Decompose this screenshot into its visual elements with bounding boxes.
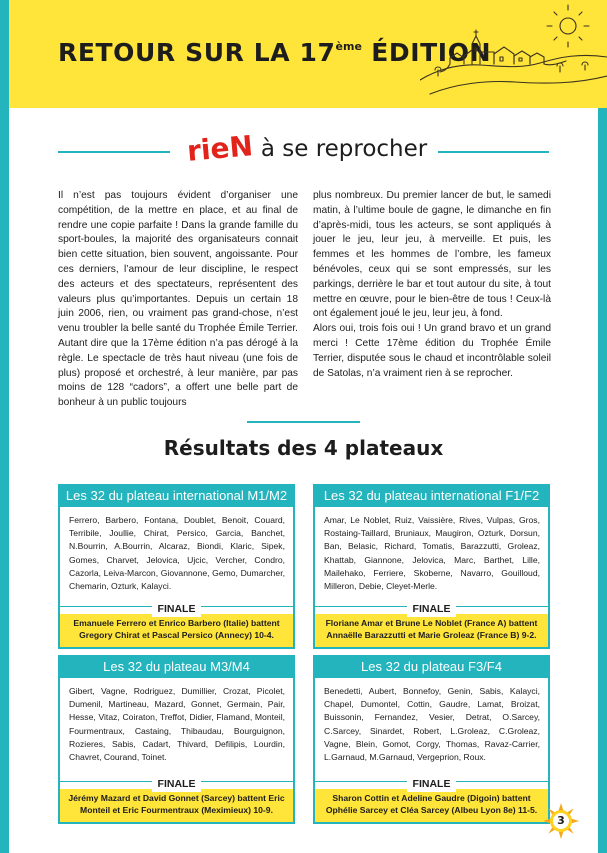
- side-accent-bar-left: [0, 108, 9, 853]
- header-banner: [0, 0, 607, 108]
- header-teal-stripe: [0, 0, 9, 108]
- results-title: Résultats des 4 plateaux: [163, 436, 444, 460]
- section-heading-text: [185, 129, 428, 168]
- page-title-end: ÉDITION: [361, 38, 492, 67]
- heading-accent-word: rieN: [185, 129, 255, 168]
- plateau-final: [313, 774, 550, 824]
- article-paragraph: Alors oui, trois fois oui ! Un grand bravo et un grand merci ! Cette 17ème édition du Trophée Émile Terrier, disputée sous le chaud et incontrôlable soleil de Satolas, n’a vraiment rien à se reprocher.: [313, 323, 551, 379]
- heading-rest: à se reprocher: [260, 136, 428, 162]
- page-badge: [543, 803, 579, 839]
- plateau-final: [313, 599, 550, 649]
- article-divider: [247, 421, 360, 423]
- plateau-card: [58, 484, 295, 649]
- page-number: 3: [557, 814, 565, 827]
- plateau-card: [58, 655, 295, 824]
- final-result: Sharon Cottin et Adeline Gaudre (Digoin) battent Ophélie Sarcey et Cléa Sarcey (Albeu Lyon 8e) 11-5.: [315, 789, 548, 822]
- plateau-title: Les 32 du plateau international F1/F2: [313, 484, 550, 507]
- page-title-main: RETOUR SUR LA 17: [58, 38, 336, 67]
- plateau-players: Benedetti, Aubert, Bonnefoy, Genin, Sabis, Kalayci, Chapel, Dumontel, Cottin, Gaudre, Lamat, Broizat, Buissonin, Fernandez, Vesier, Detrat, O.Sarcey, C.Sarcey, Sinardet, Robert, L.Groleaz, C.Groleaz, Vagne, Blein, Gomot, Corgy, Thomas, Ravaz-Carrier, L.Garnaud, M.Garnaud, Vergeprion, Roux.: [313, 678, 550, 774]
- finale-label: FINALE: [407, 777, 457, 792]
- finale-label-row: [60, 774, 293, 789]
- final-result: Emanuele Ferrero et Enrico Barbero (Italie) battent Gregory Chirat et Pascal Persico (Annecy) 10-4.: [60, 614, 293, 647]
- plateau-title: Les 32 du plateau F3/F4: [313, 655, 550, 678]
- plateau-final: [58, 774, 295, 824]
- heading-rule-right: [438, 151, 549, 153]
- article-column-left: [58, 189, 298, 411]
- article-paragraph: Il n’est pas toujours évident d’organiser une compétition, de la mettre en place, et au final de rendre une copie parfaite ! Dans la grande famille du sport-boules, la majorité des organisateurs connait bien cette situation, bien souvent, angoissante. Pour ces derniers, l’amour de leur discipline, le respect des acteurs et des spectateurs, représentent des valeurs plus qu’importantes. Depuis un certain 18 juin 2006, rien, ou vraiment pas grand-chose, n’est venu troubler la belle santé du Trophée Émile Terrier. Autant dire que la 17ème édition n’a pas dérogé à la règle. Le spectacle de très haut niveau (une fois de plus) proposé et orchestré, à leur manière, par pas moins de 128 “cadors”, a offert une belle part de bonheur à un public toujours: [58, 190, 298, 409]
- article-paragraph: plus nombreux. Du premier lancer de but, le samedi matin, à l’ultime boule de gagne, le dimanche en fin d’après-midi, tous les acteurs, se sont appliqués à jouer le jeu, leur jeu, à merveille. Et puis, les femmes et les hommes de l’ombre, les fameux bénévoles, ceux qui se sont empressés, sur les parkings, derrière le bar et tout autour du site, à tout mettre en œuvre, pour le bien-être de tous ! Ceux-là ont également joué le jeu, leur jeu, à fond.: [313, 190, 551, 320]
- finale-label-row: [315, 599, 548, 614]
- plateau-card: [313, 655, 550, 824]
- plateau-title: Les 32 du plateau M3/M4: [58, 655, 295, 678]
- plateau-card: [313, 484, 550, 649]
- section-heading: [52, 128, 555, 174]
- final-result: Floriane Amar et Brune Le Noblet (France A) battent Annaëlle Barazzutti et Marie Groleaz (France B) 9-2.: [315, 614, 548, 647]
- finale-label: FINALE: [152, 777, 202, 792]
- heading-rule-left: [58, 151, 170, 153]
- final-result: Jérémy Mazard et David Gonnet (Sarcey) battent Eric Monteil et Eric Fourmentraux (Meximieux) 10-9.: [60, 789, 293, 822]
- finale-label-row: [315, 774, 548, 789]
- plateau-players: Amar, Le Noblet, Ruiz, Vaissière, Rives, Vulpas, Gros, Rostaing-Taillard, Bruniaux, Maugiron, Ozturk, Dorsun, Ban, Belasic, Richard, Tomatis, Barazzutti, Groleaz, Khattab, Giannone, Jelovica, Marc, Barthet, Lille, Mailehako, Ferriere, Skoberne, Navarro, Gouilloud, Milleron, Debie, Cleyet-Merle.: [313, 507, 550, 599]
- plateau-players: Ferrero, Barbero, Fontana, Doublet, Benoit, Couard, Terribile, Joullie, Chirat, Persico, Garcia, Banchet, N.Bourrin, A.Bourrin, Alcaraz, Biondi, Klaric, Sipek, Gomes, Charvet, Jelovica, Ujcic, Vercher, Condro, Cazorla, Leiva-Marcon, Giovannone, Gemo, Dumarcher, Chemarin, Ozturk, Kalayci.: [58, 507, 295, 599]
- plateau-players: Gibert, Vagne, Rodriguez, Dumillier, Crozat, Picolet, Dumenil, Martineau, Mazard, Gonnet, Germain, Pair, Hesse, Vitaz, Coiraton, Treffot, Didier, Flamand, Monteil, Fourmentraux, Castaing, Thibaudau, Bourguignon, Rozieres, Sabis, Cadart, Thivard, Defilipis, Lourdin, Chavret, Courand, Toinet.: [58, 678, 295, 774]
- finale-label: FINALE: [407, 602, 457, 617]
- side-accent-bar-right: [598, 108, 607, 853]
- finale-label-row: [60, 599, 293, 614]
- article-column-right: [313, 189, 551, 381]
- page-title-superscript: ème: [335, 40, 362, 53]
- plateau-final: [58, 599, 295, 649]
- village-illustration-icon: [420, 2, 607, 106]
- finale-label: FINALE: [152, 602, 202, 617]
- plateau-title: Les 32 du plateau international M1/M2: [58, 484, 295, 507]
